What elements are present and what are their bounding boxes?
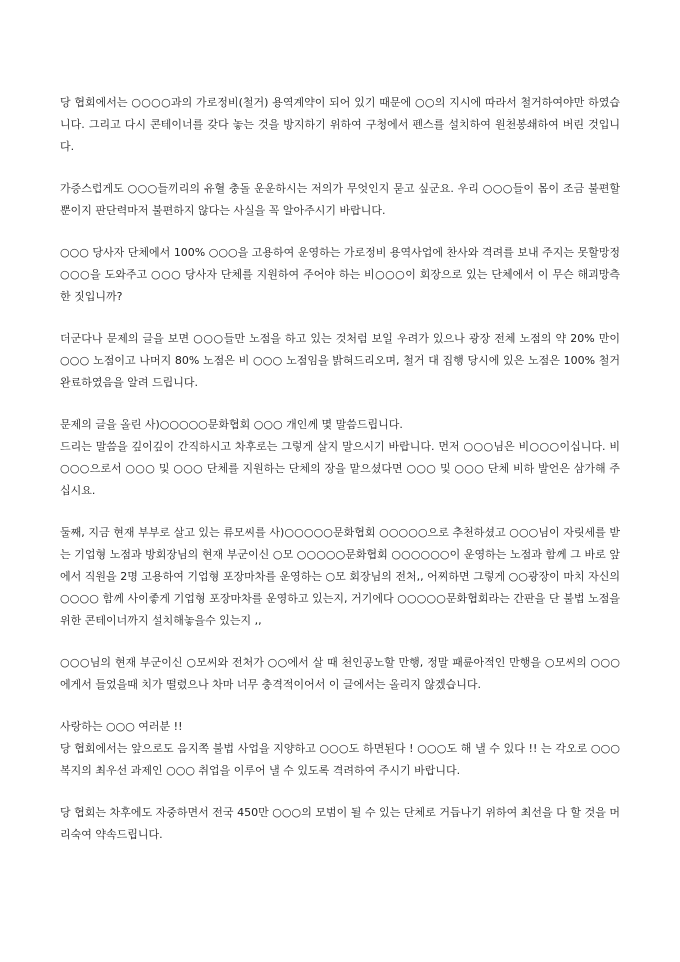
paragraph-5: 문제의 글을 올린 사)○○○○○문화협회 ○○○ 개인께 몇 말씀드립니다. 드리는 말씀을 깊이깊이 간직하시고 차후로는 그렇게 살지 말으시기 바랍니다. 먼저 ○○○님은 비○○○이십니다. 비○○○으로서 ○○○ 및 ○○○ 단체를 지원하는 단체의 장을 맡으셨다면 ○○○ 및 ○○○ 단체 비하 발언은 삼가해 주십시요. [60,418,620,497]
paragraph-3: ○○○ 당사자 단체에서 100% ○○○을 고용하여 운영하는 가로정비 용역사업에 찬사와 격려를 보내 주지는 못할망정 ○○○을 도와주고 ○○○ 당사자 단체를 지원하여 주어야 하는 비○○○이 회장으로 있는 단체에서 이 무슨 해괴망측한 짓입니까? [60,246,620,303]
paragraph-1: 당 협회에서는 ○○○○과의 가로정비(철거) 용역계약이 되어 있기 때문에 ○○의 지시에 따라서 철거하여야만 하였습니다. 그리고 다시 콘테이너를 갖다 놓는 것을 방지하기 위하여 구청에서 펜스를 설치하여 원천봉쇄하여 버린 것입니다. [60,96,620,153]
paragraph-9: 당 협회는 차후에도 자중하면서 전국 450만 ○○○의 모범이 될 수 있는 단체로 거듭나기 위하여 최선을 다 할 것을 머리숙여 약속드립니다. [60,806,620,841]
document-body [60,92,620,866]
paragraph-7: ○○○님의 현재 부군이신 ○모씨와 전처가 ○○에서 살 때 천인공노할 만행, 정말 패륜아적인 만행을 ○모씨의 ○○○에게서 들었을때 치가 떨렸으나 차마 너무 충격적이어서 이 글에서는 올리지 않겠습니다. [60,656,620,691]
paragraph-2: 가증스럽게도 ○○○들끼리의 유혈 충돌 운운하시는 저의가 무엇인지 묻고 싶군요. 우리 ○○○들이 몸이 조금 불편할 뿐이지 판단력마저 불편하지 않다는 사실을 꼭 알아주시기 바랍니다. [60,182,620,217]
paragraph-4: 더군다나 문제의 글을 보면 ○○○들만 노점을 하고 있는 것처럼 보일 우려가 있으나 광장 전체 노점의 약 20% 만이 ○○○ 노점이고 나머지 80% 노점은 비 ○○○ 노점임을 밝혀드리오며, 철거 대 집행 당시에 있은 노점은 100% 철거 완료하였음을 알려 드립니다. [60,332,620,389]
paragraph-8: 사랑하는 ○○○ 여러분 !! 당 협회에서는 앞으로도 음지쪽 불법 사업을 지양하고 ○○○도 하면된다 ! ○○○도 해 낼 수 있다 !! 는 각오로 ○○○ 복지의 최우선 과제인 ○○○ 취업을 이루어 낼 수 있도록 격려하여 주시기 바랍니다. [60,720,620,777]
paragraph-6: 둘째, 지금 현재 부부로 살고 있는 류모씨를 사)○○○○○문화협회 ○○○○○으로 추천하셨고 ○○○님이 자릿세를 받는 기업형 노점과 방회장님의 현재 부군이신 ○모 ○○○○○문화협회 ○○○○○○이 운영하는 노점과 함께 그 바로 앞에서 직원을 2명 고용하여 기업형 포장마차를 운영하는 ○모 회장님의 전처,, 어찌하면 그렇게 ○○광장이 마치 자신의 ○○○○ 함께 사이좋게 기업형 포장마차를 운영하고 있는지, 거기에다 ○○○○○문화협회라는 간판을 단 불법 노점을 위한 콘테이너까지 설치해놓을수 있는지 ,, [60,526,620,627]
